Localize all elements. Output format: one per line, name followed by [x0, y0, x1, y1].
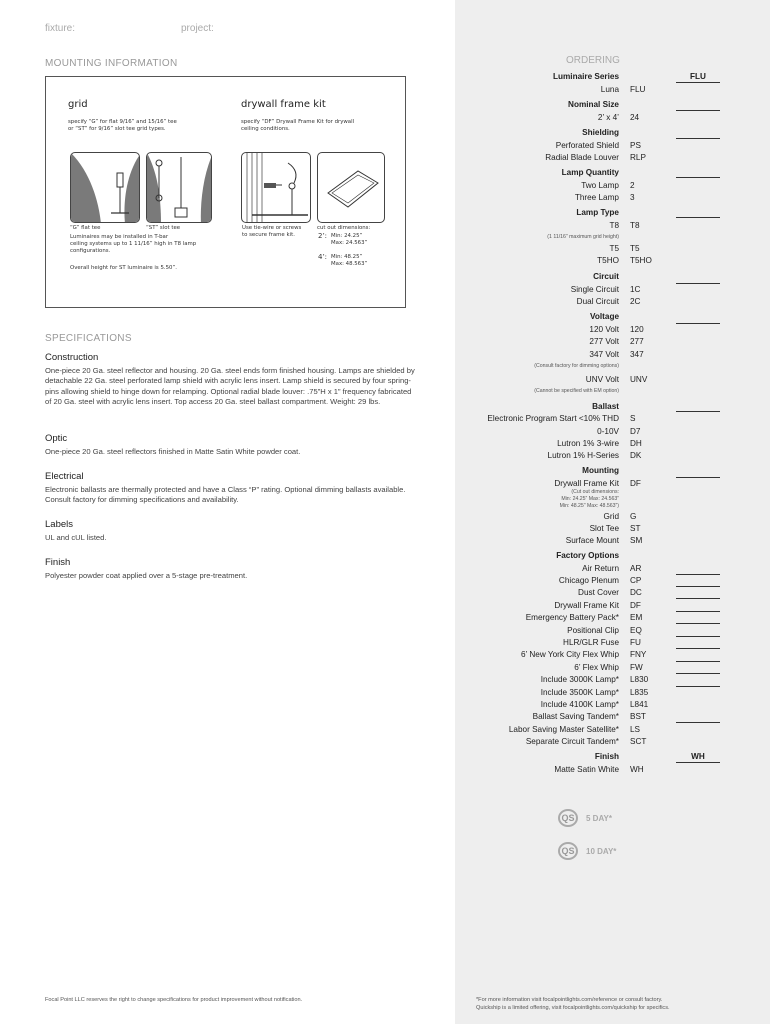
ordering-option-label: Positional Clip [567, 626, 619, 635]
ordering-option-label: 0-10V [597, 427, 619, 436]
ordering-note: (Consult factory for dimming options) [534, 363, 619, 369]
ordering-category: Nominal Size [568, 100, 619, 109]
mounting-title: MOUNTING INFORMATION [45, 58, 178, 69]
ordering-option-label: 277 Volt [589, 337, 619, 346]
cutout-illustration [317, 152, 385, 223]
ordering-option-code: AR [630, 564, 642, 573]
ordering-option-label: Grid [603, 512, 619, 521]
dim-4ft-min: Min: 48.25” [331, 254, 363, 260]
grid-desc-1: specify “G” for flat 9/16” and 15/16” tee [68, 119, 177, 125]
grid-note-3: configurations. [70, 248, 111, 254]
ordering-option-code: DF [630, 479, 641, 488]
ordering-blank-line[interactable] [676, 110, 720, 111]
ordering-option-label: Lutron 1% 3-wire [557, 439, 619, 448]
ordering-option-code: WH [630, 765, 644, 774]
ordering-option-label: Include 3500K Lamp* [540, 688, 619, 697]
ordering-option-label: Single Circuit [570, 285, 619, 294]
ordering-option-label: Dust Cover [578, 588, 619, 597]
ordering-option-code: DH [630, 439, 642, 448]
ordering-option-label: 347 Volt [589, 350, 619, 359]
ordering-option-label: T5HO [597, 256, 619, 265]
ordering-note: Min: 24.25” Max: 24.563” [561, 496, 619, 502]
fixture-label: fixture: [45, 23, 76, 34]
ordering-option-label: Drywall Frame Kit [554, 601, 619, 610]
mounting-info-box [45, 76, 406, 308]
grid-desc-2: or “ST” for 9/16” slot tee grid types. [68, 126, 166, 132]
ordering-option-code: 2C [630, 297, 641, 306]
ordering-option-code: PS [630, 141, 641, 150]
ordering-option-label: Include 4100K Lamp* [540, 700, 619, 709]
ordering-option-code: G [630, 512, 637, 521]
ordering-option-code: 120 [630, 325, 644, 334]
ordering-option-code: EQ [630, 626, 642, 635]
ordering-category: Lamp Quantity [561, 168, 619, 177]
ordering-option-code: DF [630, 601, 641, 610]
ordering-option-label: Electronic Program Start <10% THD [487, 414, 619, 423]
ordering-option-code: 1C [630, 285, 641, 294]
ordering-option-code: CP [630, 576, 642, 585]
grid-title: grid [68, 99, 88, 110]
ordering-option-label: Luna [600, 85, 619, 94]
ordering-option-label: Emergency Battery Pack* [525, 613, 619, 622]
ordering-note: (1 11/16” maximum grid height) [547, 234, 619, 240]
ordering-category: Finish [594, 752, 619, 761]
ordering-option-label: 6’ New York City Flex Whip [521, 650, 619, 659]
ordering-option-label: 120 Volt [589, 325, 619, 334]
grid-note-4: Overall height for ST luminaire is 5.50”. [70, 265, 177, 271]
ordering-option-code: FW [630, 663, 643, 672]
ordering-option-code: SM [630, 536, 643, 545]
ordering-blank-line[interactable] [676, 636, 720, 637]
ordering-option-code: L841 [630, 700, 649, 709]
ordering-blank-line[interactable] [676, 411, 720, 412]
ordering-blank-line[interactable] [676, 586, 720, 587]
ordering-option-code: FU [630, 638, 641, 647]
finish-heading: Finish [45, 557, 71, 568]
ordering-category: Lamp Type [576, 208, 619, 217]
ordering-option-label: Labor Saving Master Satellite* [508, 725, 619, 734]
ordering-category: Voltage [590, 312, 619, 321]
ordering-blank-line[interactable] [676, 283, 720, 284]
tie-wire-note-2: to secure frame kit. [242, 232, 295, 238]
ordering-option-code: D7 [630, 427, 641, 436]
ordering-option-label: Chicago Plenum [558, 576, 619, 585]
ordering-selected-code[interactable]: WH [676, 752, 720, 763]
ordering-option-label: Two Lamp [581, 181, 619, 190]
ordering-option-label: 2’ x 4’ [597, 113, 619, 122]
flat-tee-caption: “G” flat tee [70, 225, 101, 231]
ordering-option-code: FNY [630, 650, 647, 659]
ordering-blank-line[interactable] [676, 323, 720, 324]
ordering-option-label: Separate Circuit Tandem* [525, 737, 619, 746]
ordering-option-label: T8 [609, 221, 619, 230]
ordering-option-code: 2 [630, 181, 635, 190]
ordering-option-code: T5 [630, 244, 640, 253]
ordering-blank-line[interactable] [676, 477, 720, 478]
ordering-option-code: 3 [630, 193, 635, 202]
construction-text: One-piece 20 Ga. steel reflector and housing. 20 Ga. steel ends form finished housing. Lamps are shielded by detachable 22 Ga. steel perforated lamp shield with acrylic lens insert. Lamp shield is secured by four spring-pins allowing shield to hinge down for relamping. Optional radial blade louver: .75”H x 1” frequency fabricated of 20 Ga. steel with acrylic lens insert. Top access 20 Ga. steel ballast compartment. Weight: 29 lbs. [45, 366, 415, 406]
dim-2ft-max: Max: 24.563” [331, 240, 368, 246]
ordering-option-code: 277 [630, 337, 644, 346]
quickship-5-day-icon: QS [558, 809, 578, 827]
ordering-option-label: 6’ Flex Whip [574, 663, 619, 672]
ordering-blank-line[interactable] [676, 661, 720, 662]
finish-text: Polyester powder coat applied over a 5-stage pre-treatment. [45, 571, 248, 580]
footer-note-2: Quickship is a limited offering, visit focalpointlights.com/quickship for specifics. [476, 1005, 670, 1011]
ordering-option-code: UNV [630, 375, 648, 384]
ordering-option-code: S [630, 414, 636, 423]
ordering-blank-line[interactable] [676, 138, 720, 139]
footer-note-1: *For more information visit focalpointlights.com/reference or consult factory. [476, 997, 663, 1003]
labels-heading: Labels [45, 519, 73, 530]
labels-text: UL and cUL listed. [45, 533, 107, 542]
grid-note-2: ceiling systems up to 1 11/16” high in T8 lamp [70, 241, 197, 247]
ordering-option-label: Matte Satin White [554, 765, 619, 774]
ordering-option-code: EM [630, 613, 643, 622]
footer-disclaimer: Focal Point LLC reserves the right to change specifications for product improvement without notification. [45, 997, 303, 1003]
ordering-note: (Cut out dimensions: [571, 489, 619, 495]
ordering-blank-line[interactable] [676, 673, 720, 674]
ordering-option-code: T8 [630, 221, 640, 230]
ordering-option-code: FLU [630, 85, 646, 94]
construction-heading: Construction [45, 352, 99, 363]
dim-2ft-label: 2’: [318, 232, 328, 240]
ordering-option-code: SCT [630, 737, 647, 746]
ordering-category: Shielding [582, 128, 619, 137]
ordering-option-code: 24 [630, 113, 640, 122]
ordering-option-label: Dual Circuit [576, 297, 619, 306]
ordering-option-code: BST [630, 712, 646, 721]
ordering-blank-line[interactable] [676, 686, 720, 687]
dim-4ft-label: 4’: [318, 253, 328, 261]
ordering-category: Luminaire Series [553, 72, 619, 81]
ordering-category: Factory Options [556, 551, 619, 560]
drywall-desc-1: specify “DF” Drywall Frame Kit for drywall [241, 119, 355, 125]
ordering-blank-line[interactable] [676, 598, 720, 599]
drywall-title: drywall frame kit [241, 99, 326, 110]
electrical-text: Electronic ballasts are thermally protected and have a Class “P” rating. Optional dimming ballasts available. Consult factory for dimming specifications and availability. [45, 485, 406, 505]
ordering-option-label: Include 3000K Lamp* [540, 675, 619, 684]
ordering-option-label: Slot Tee [589, 524, 619, 533]
ordering-category: Ballast [592, 402, 619, 411]
ordering-title: ORDERING [566, 55, 620, 66]
project-label: project: [181, 23, 214, 34]
specifications-title: SPECIFICATIONS [45, 333, 132, 344]
quickship-10-day-icon: QS [558, 842, 578, 860]
dim-4ft-max: Max: 48.563” [331, 261, 368, 267]
ordering-blank-line[interactable] [676, 574, 720, 575]
ordering-option-label: Ballast Saving Tandem* [532, 712, 619, 721]
ordering-option-code: DK [630, 451, 642, 460]
quickship-5-day: 5 DAY* [586, 814, 612, 823]
ordering-option-label: Lutron 1% H-Series [547, 451, 619, 460]
tie-wire-note-1: Use tie-wire or screws [242, 225, 302, 231]
ordering-option-label: Three Lamp [574, 193, 619, 202]
optic-heading: Optic [45, 433, 68, 444]
ordering-option-label: Surface Mount [565, 536, 619, 545]
ordering-blank-line[interactable] [676, 611, 720, 612]
ordering-option-label: T5 [609, 244, 619, 253]
ordering-blank-line[interactable] [676, 623, 720, 624]
slot-tee-illustration [146, 152, 212, 223]
ordering-option-code: LS [630, 725, 641, 734]
ordering-note: Min: 48.25” Max: 48.563”) [559, 503, 619, 509]
ordering-option-code: L830 [630, 675, 649, 684]
ordering-blank-line[interactable] [676, 722, 720, 723]
ordering-option-code: DC [630, 588, 642, 597]
ordering-category: Circuit [593, 272, 619, 281]
drywall-desc-2: ceiling conditions. [241, 126, 290, 132]
ordering-option-label: UNV Volt [585, 375, 619, 384]
electrical-heading: Electrical [45, 471, 84, 482]
ordering-option-code: 347 [630, 350, 644, 359]
ordering-selected-code[interactable]: FLU [676, 72, 720, 83]
ordering-option-label: Air Return [582, 564, 619, 573]
ordering-category: Mounting [582, 466, 619, 475]
ordering-option-label: Drywall Frame Kit [554, 479, 619, 488]
ordering-blank-line[interactable] [676, 217, 720, 218]
grid-note-1: Luminaires may be installed in T-bar [70, 234, 169, 240]
ordering-option-label: Perforated Shield [555, 141, 619, 150]
ordering-option-label: Radial Blade Louver [545, 153, 619, 162]
flat-tee-illustration [70, 152, 140, 223]
optic-text: One-piece 20 Ga. steel reflectors finished in Matte Satin White powder coat. [45, 447, 301, 456]
cutout-label: cut out dimensions: [317, 225, 371, 231]
ordering-option-code: L835 [630, 688, 649, 697]
ordering-option-code: ST [630, 524, 641, 533]
ordering-option-code: T5HO [630, 256, 652, 265]
dim-2ft-min: Min: 24.25” [331, 233, 363, 239]
quickship-10-day: 10 DAY* [586, 847, 617, 856]
drywall-tie-illustration [241, 152, 311, 223]
slot-tee-caption: “ST” slot tee [146, 225, 181, 231]
ordering-option-label: HLR/GLR Fuse [563, 638, 619, 647]
ordering-blank-line[interactable] [676, 177, 720, 178]
ordering-blank-line[interactable] [676, 648, 720, 649]
ordering-option-code: RLP [630, 153, 646, 162]
ordering-note: (Cannot be specified with EM option) [534, 388, 619, 394]
